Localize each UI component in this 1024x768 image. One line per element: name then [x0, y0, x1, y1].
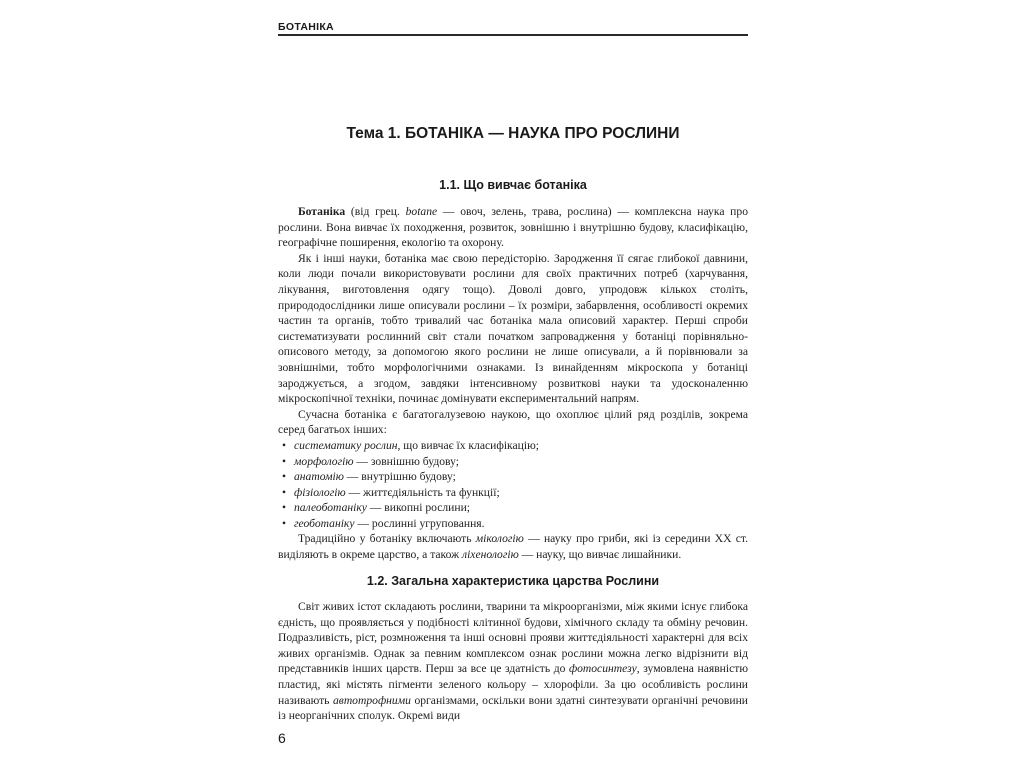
list-item: • палеоботаніку — викопні рослини; — [282, 501, 470, 515]
list-item: • геоботаніку — рослинні угруповання. — [282, 516, 485, 530]
paragraph-living-world: Світ живих істот складають рослини, тварини та мікроорганізми, між якими існує глибока єдність, що проявляється у подібності клітинної будови, хімічного складу та обміну речовин. Подразливість, ріст, розмноження та інші основні прояви життєдіяльності характерні для всіх живих організмів. Однак за певним комплексом ознак рослини можна легко відрізнити від представників інших царств. Перш за все це здатність до фотосинтезу, зумовлена наявністю пластид, які містять пігменти зеленого кольору – хлорофіли. За цю особливість рослини називають автотрофними організмами, оскільки вони здатні синтезувати органічні речовини із неорганічних сполук. Окремі види — [278, 600, 748, 723]
bullet-icon: • — [282, 501, 287, 515]
greek-word: botane — [405, 205, 438, 218]
paragraph-modern: Сучасна ботаніка є багатогалузевою наукою, що охоплює цілий ряд розділів, зокрема серед багатьох інших: — [278, 407, 748, 437]
section-1-2-body — [278, 599, 748, 724]
section-title-1-1: 1.1. Що вивчає ботаніка — [439, 178, 587, 192]
topic-title: Тема 1. БОТАНІКА — НАУКА ПРО РОСЛИНИ — [346, 125, 680, 142]
list-item: • фізіологію — життєдіяльність та функції; — [282, 485, 500, 499]
bullet-icon: • — [282, 485, 287, 499]
list-item: • морфологію — зовнішню будову; — [282, 454, 459, 468]
list-item: • анатомію — внутрішню будову; — [282, 470, 456, 484]
bullet-icon: • — [282, 470, 287, 484]
bullet-icon: • — [282, 516, 287, 530]
section-title-1-2: 1.2. Загальна характеристика царства Рослини — [366, 574, 660, 588]
bullet-icon: • — [282, 454, 287, 468]
running-head: БОТАНІКА — [278, 21, 334, 33]
branches-list — [278, 438, 748, 532]
paragraph-history: Як і інші науки, ботаніка має свою передісторію. Зародження її сягає глибокої давнини, коли люди почали використовувати рослини для своїх практичних потреб (харчування, лікування, виготовлення одягу тощо). Доволі довго, упродовж кількох століть, природодослідники лише описували рослини – їх розміри, забарвлення, особливості окремих частин та органів, тобто тривалий час ботаніка мала описовий характер. Перші спроби систематизувати рослинний світ стали початком запровадження у ботаніці порівняльно-описового методу, за допомогою якого рослини не лише описували, а й порівнювали за зовнішніми, тобто морфологічними ознаками. Із винайденням мікроскопа у ботаніці зароджується, а згодом, завдяки інтенсивному розвиткові науки та удосконаленню мікроскопічної техніки, починає домінувати експериментальний напрям. — [278, 251, 748, 406]
paragraph-definition: Ботаніка (від грец. botane — овоч, зелень, трава, рослина) — комплексна наука про рослини. Вона вивчає їх походження, розвиток, зовнішню і внутрішню будову, класифікацію, географічне поширення, екологію та охорону. — [278, 205, 748, 250]
section-1-1-body — [278, 204, 748, 563]
list-item: • систематику рослин, що вивчає їх класифікацію; — [282, 438, 539, 452]
term-botany: Ботаніка — [298, 205, 346, 218]
header-rule — [278, 34, 748, 36]
page-number: 6 — [278, 730, 286, 746]
paragraph-mycology: Традиційно у ботаніку включають мікологію — науку про гриби, які із середини XX ст. виділяють в окреме царство, а також ліхенологію — науку, що вивчає лишайники. — [278, 532, 748, 562]
bullet-icon: • — [282, 438, 287, 452]
